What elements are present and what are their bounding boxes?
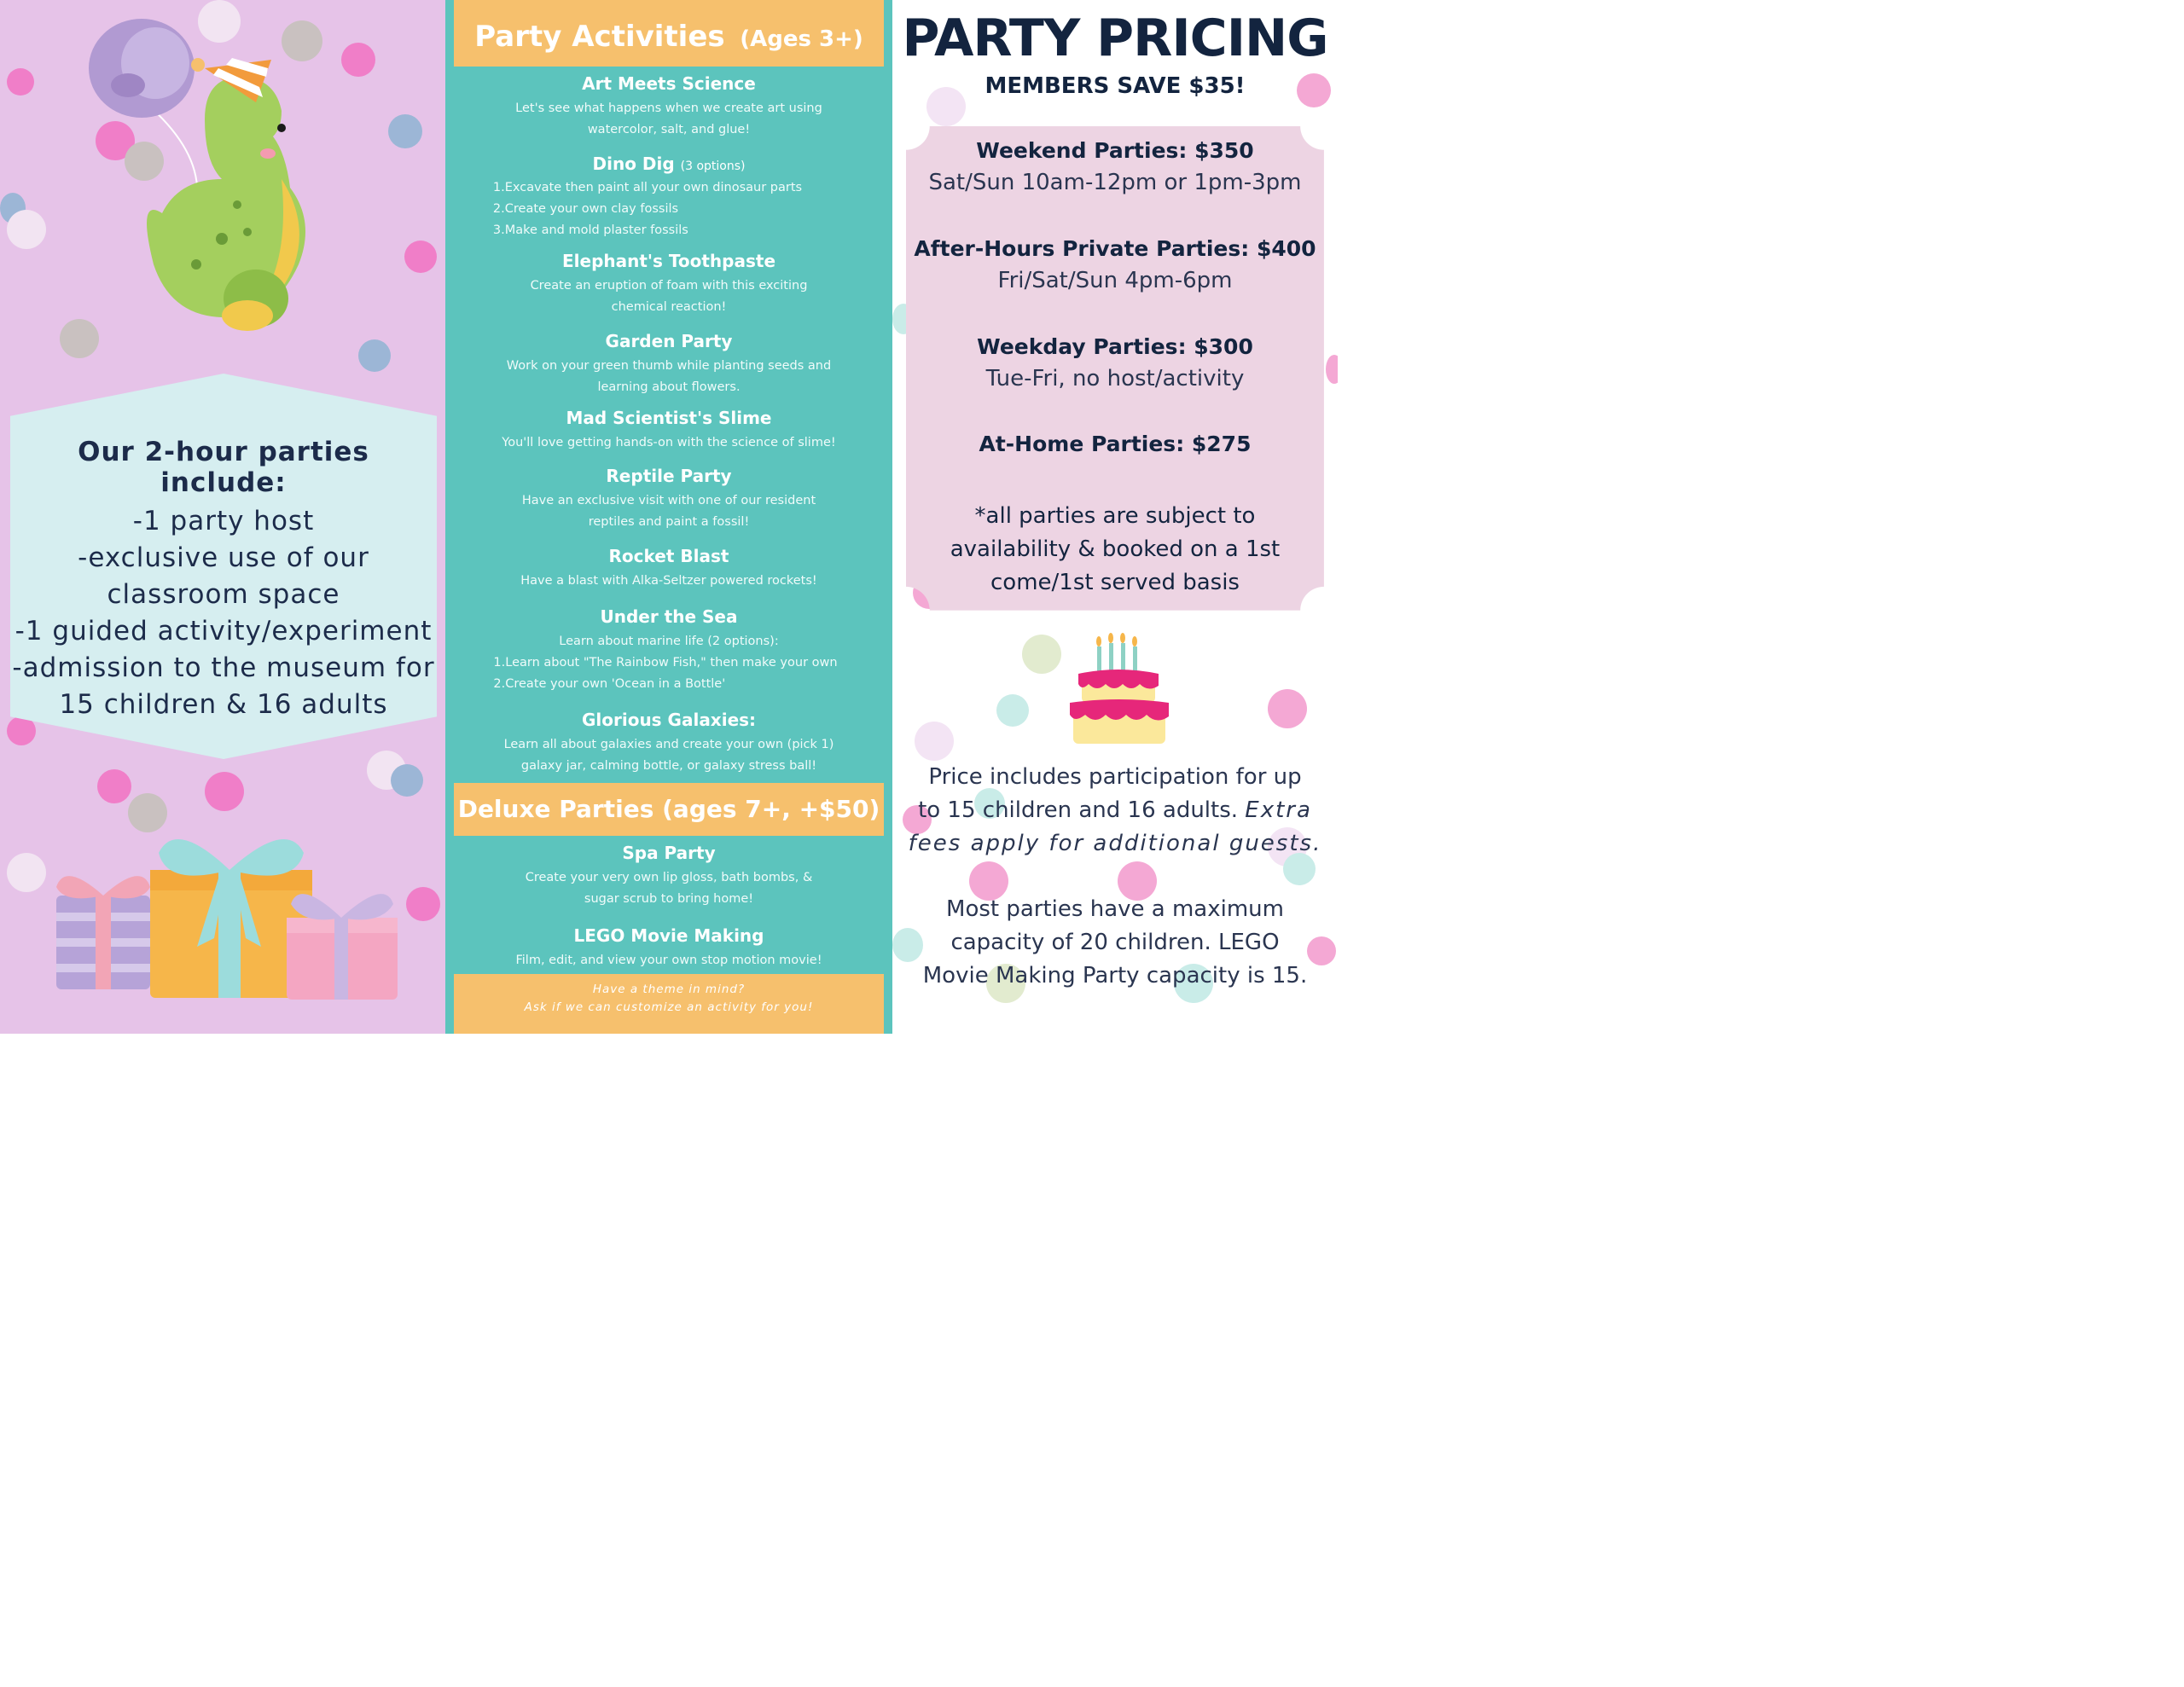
activity-desc: Film, edit, and view your own stop motion movie! (515, 954, 822, 967)
price-detail: Sat/Sun 10am-12pm or 1pm-3pm (928, 170, 1302, 195)
participation-info (906, 761, 1324, 861)
list-item: 2.Create your own clay fossils (492, 202, 679, 216)
note-line: *all parties are subject to (974, 503, 1256, 529)
activity-title: Mad Scientist's Slime (566, 408, 772, 428)
footer-line: Have a theme in mind? (592, 983, 746, 996)
right-panel (892, 0, 1338, 1034)
price-detail: Tue-Fri, no host/activity (985, 366, 1245, 391)
confetti-dot (391, 764, 423, 797)
price-detail: Fri/Sat/Sun 4pm-6pm (997, 268, 1233, 293)
activity-elephants-toothpaste (445, 251, 892, 318)
banner-ages: (Ages 3+) (740, 26, 863, 52)
left-panel (0, 0, 445, 1034)
price-after-hours (906, 236, 1324, 293)
activity-desc: galaxy jar, calming bottle, or galaxy stress ball! (520, 759, 817, 773)
pricing-subtitle: MEMBERS SAVE $35! (985, 73, 1246, 99)
list-item: 2.Create your own 'Ocean in a Bottle' (493, 677, 726, 691)
info-line: capacity of 20 children. LEGO (950, 930, 1280, 955)
activity-desc: Learn all about galaxies and create your own (pick 1) (503, 738, 834, 751)
includes-block (10, 437, 437, 723)
activity-desc: Work on your green thumb while planting seeds and (506, 359, 832, 373)
activity-desc: learning about flowers. (597, 380, 741, 394)
confetti-dot (406, 887, 440, 921)
activity-title: Elephant's Toothpaste (561, 251, 776, 271)
info-line: Most parties have a maximum (946, 896, 1284, 922)
capacity-info (906, 893, 1324, 993)
confetti-dot (7, 210, 46, 249)
confetti-dot (915, 722, 954, 761)
activity-desc: reptiles and paint a fossil! (588, 515, 750, 529)
activity-glorious-galaxies (445, 710, 892, 777)
activity-title: Dino Dig (592, 154, 675, 174)
activity-art-meets-science (445, 73, 892, 141)
activity-garden-party (445, 331, 892, 398)
confetti-dot (1268, 689, 1307, 728)
info-line: to 15 children and 16 adults. (918, 797, 1239, 823)
activity-desc: watercolor, salt, and glue! (587, 123, 751, 136)
activity-desc: Have an exclusive visit with one of our resident (521, 494, 816, 507)
confetti-dot (97, 769, 131, 803)
deluxe-lego-movie-making (445, 925, 892, 971)
activity-dino-dig (445, 154, 892, 241)
note-line: availability & booked on a 1st (950, 536, 1281, 562)
activity-desc: Learn about marine life (2 options): (559, 635, 779, 648)
confetti-dot (7, 853, 46, 892)
pricing-title: PARTY PRICING (902, 9, 1328, 68)
info-italic: fees apply for additional guests. (908, 831, 1322, 856)
price-heading: Weekday Parties: $300 (977, 334, 1253, 359)
activity-title: Glorious Galaxies: (581, 710, 757, 730)
activity-desc: chemical reaction! (611, 300, 727, 314)
activities-banner (454, 0, 884, 67)
price-weekday (906, 334, 1324, 391)
birthday-cake-icon (1063, 631, 1174, 751)
price-weekend (906, 138, 1324, 195)
note-line: come/1st served basis (990, 570, 1240, 595)
list-item: 3.Make and mold plaster fossils (492, 223, 688, 237)
activity-desc: Create your very own lip gloss, bath bombs, & (525, 871, 813, 884)
price-heading: At-Home Parties: $275 (979, 432, 1252, 456)
includes-item: -exclusive use of our (78, 542, 369, 573)
activity-under-the-sea (445, 606, 892, 695)
confetti-dot (205, 772, 244, 811)
includes-item: -1 party host (132, 506, 315, 536)
availability-note (906, 500, 1324, 600)
confetti-dot (1022, 635, 1061, 674)
middle-panel (445, 0, 892, 1034)
activity-title: LEGO Movie Making (573, 925, 764, 946)
price-heading: After-Hours Private Parties: $400 (914, 236, 1316, 261)
activity-desc: Have a blast with Alka-Seltzer powered rockets! (520, 574, 817, 588)
activity-desc: Let's see what happens when we create art using (515, 101, 822, 115)
info-italic: Extra (1245, 797, 1312, 823)
footer-line: Ask if we can customize an activity for you! (524, 1000, 814, 1014)
activity-title: Garden Party (605, 331, 733, 351)
activity-title: Under the Sea (600, 606, 738, 627)
activity-rocket-blast (445, 546, 892, 592)
confetti-dot (358, 339, 391, 372)
confetti-dot (1326, 355, 1338, 384)
confetti-dot (388, 114, 422, 148)
info-line: Movie Making Party capacity is 15. (922, 963, 1308, 988)
price-at-home (906, 432, 1324, 456)
custom-theme-note (454, 974, 884, 1034)
deluxe-spa-party (445, 843, 892, 910)
includes-title: Our 2-hour parties include: (78, 437, 369, 498)
includes-item: -1 guided activity/experiment (15, 616, 433, 646)
activity-title: Rocket Blast (608, 546, 729, 566)
activity-reptile-party (445, 466, 892, 533)
list-item: 1.Excavate then paint all your own dinosaur parts (492, 181, 803, 194)
confetti-dot (996, 694, 1029, 727)
activity-note: (3 options) (680, 159, 746, 173)
activity-desc: Create an eruption of foam with this exciting (530, 279, 808, 293)
deluxe-banner: Deluxe Parties (ages 7+, +$50) (454, 783, 884, 836)
confetti-dot (7, 68, 34, 96)
price-heading: Weekend Parties: $350 (976, 138, 1254, 163)
dinosaur-balloon-illustration (77, 9, 350, 341)
includes-item: 15 children & 16 adults (59, 689, 388, 720)
includes-item: -admission to the museum for (12, 652, 435, 683)
gift-boxes-illustration (48, 810, 406, 1015)
activity-desc: You'll love getting hands-on with the science of slime! (502, 436, 836, 449)
activity-title: Art Meets Science (582, 73, 756, 94)
activity-title: Spa Party (622, 843, 716, 863)
activity-title: Reptile Party (606, 466, 732, 486)
confetti-dot (404, 241, 437, 273)
list-item: 1.Learn about "The Rainbow Fish," then make your own (493, 656, 838, 670)
activity-desc: sugar scrub to bring home! (584, 892, 754, 906)
info-line: Price includes participation for up (928, 764, 1302, 790)
banner-main: Party Activities (474, 20, 725, 54)
activity-mad-scientists-slime (445, 408, 892, 454)
includes-item: classroom space (107, 579, 340, 610)
